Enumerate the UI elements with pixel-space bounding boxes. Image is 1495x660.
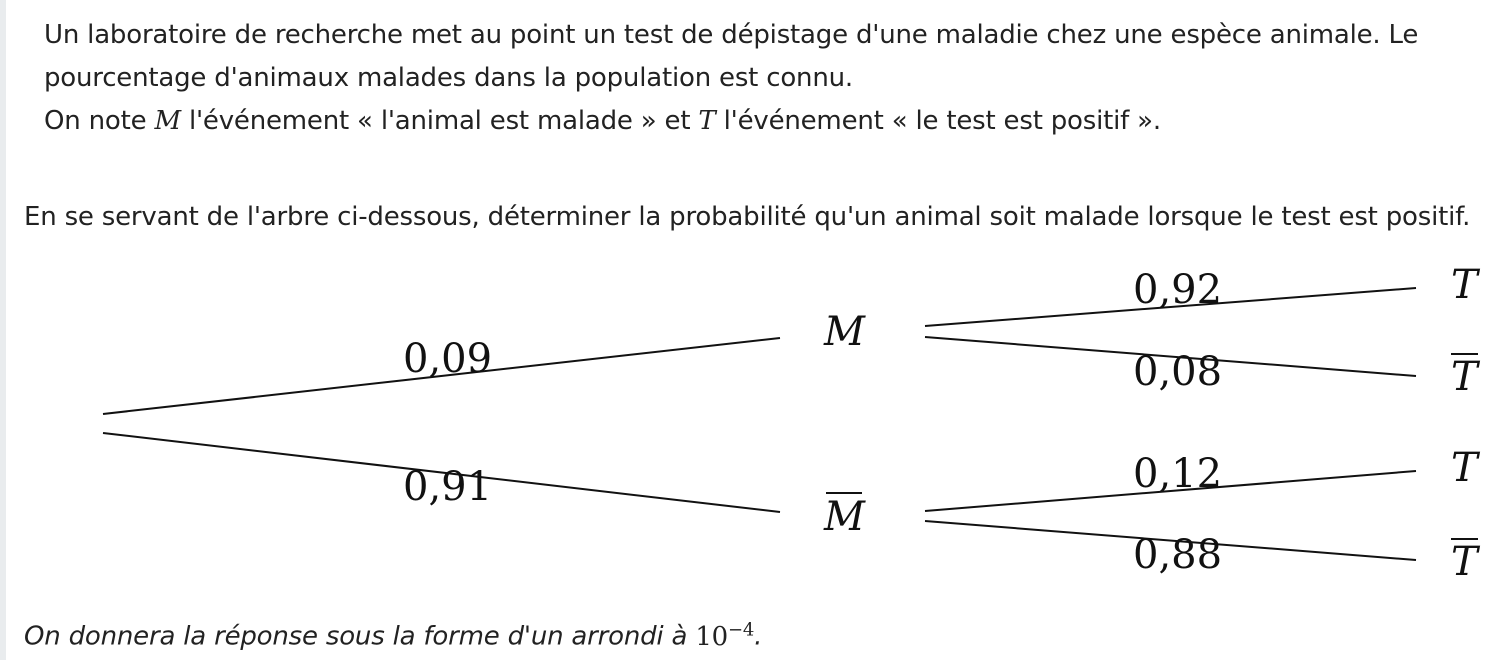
intro-line-1: Un laboratoire de recherche met au point un test de dépistage d'une maladie chez une espèce animale. Le bbox=[44, 20, 1419, 50]
rounding-instruction-text: On donnera la réponse sous la forme d'un arrondi à bbox=[24, 621, 696, 652]
prob-t-given-m-bar-label: 0,12 bbox=[1133, 451, 1223, 497]
intro-line-2: pourcentage d'animaux malades dans la population est connu. bbox=[44, 63, 853, 93]
intro-line-3-start: On note bbox=[44, 106, 155, 136]
leaf-t-given-m-bar: T bbox=[1451, 445, 1478, 491]
power-of-ten bbox=[695, 619, 755, 652]
event-t-symbol: T bbox=[698, 106, 716, 136]
prob-m-label: 0,09 bbox=[403, 336, 493, 382]
intro-line-3-middle: l'événement « l'animal est malade » et bbox=[180, 106, 699, 136]
node-m-bar: M bbox=[824, 494, 865, 540]
rounding-instruction bbox=[24, 610, 762, 657]
question-text: En se servant de l'arbre ci-dessous, déterminer la probabilité qu'un animal soit malade lorsque le test est positif. bbox=[24, 202, 1471, 232]
prob-t-bar-given-m-bar-label: 0,88 bbox=[1133, 532, 1223, 578]
prob-t-given-m-label: 0,92 bbox=[1133, 267, 1223, 313]
rounding-instruction-end: . bbox=[754, 621, 763, 652]
prob-m-bar-label: 0,91 bbox=[403, 464, 493, 510]
event-m-symbol: M bbox=[154, 106, 181, 136]
leaf-t-bar-given-m-bar: T bbox=[1451, 539, 1478, 585]
prob-t-bar-given-m-label: 0,08 bbox=[1133, 349, 1223, 395]
node-m: M bbox=[824, 309, 865, 355]
power-base: 10 bbox=[695, 621, 729, 652]
leaf-t-bar-given-m: T bbox=[1451, 354, 1478, 400]
intro-line-3-end: l'événement « le test est positif ». bbox=[715, 106, 1161, 136]
leaf-t-given-m: T bbox=[1451, 262, 1478, 308]
power-exponent: −4 bbox=[728, 619, 755, 640]
